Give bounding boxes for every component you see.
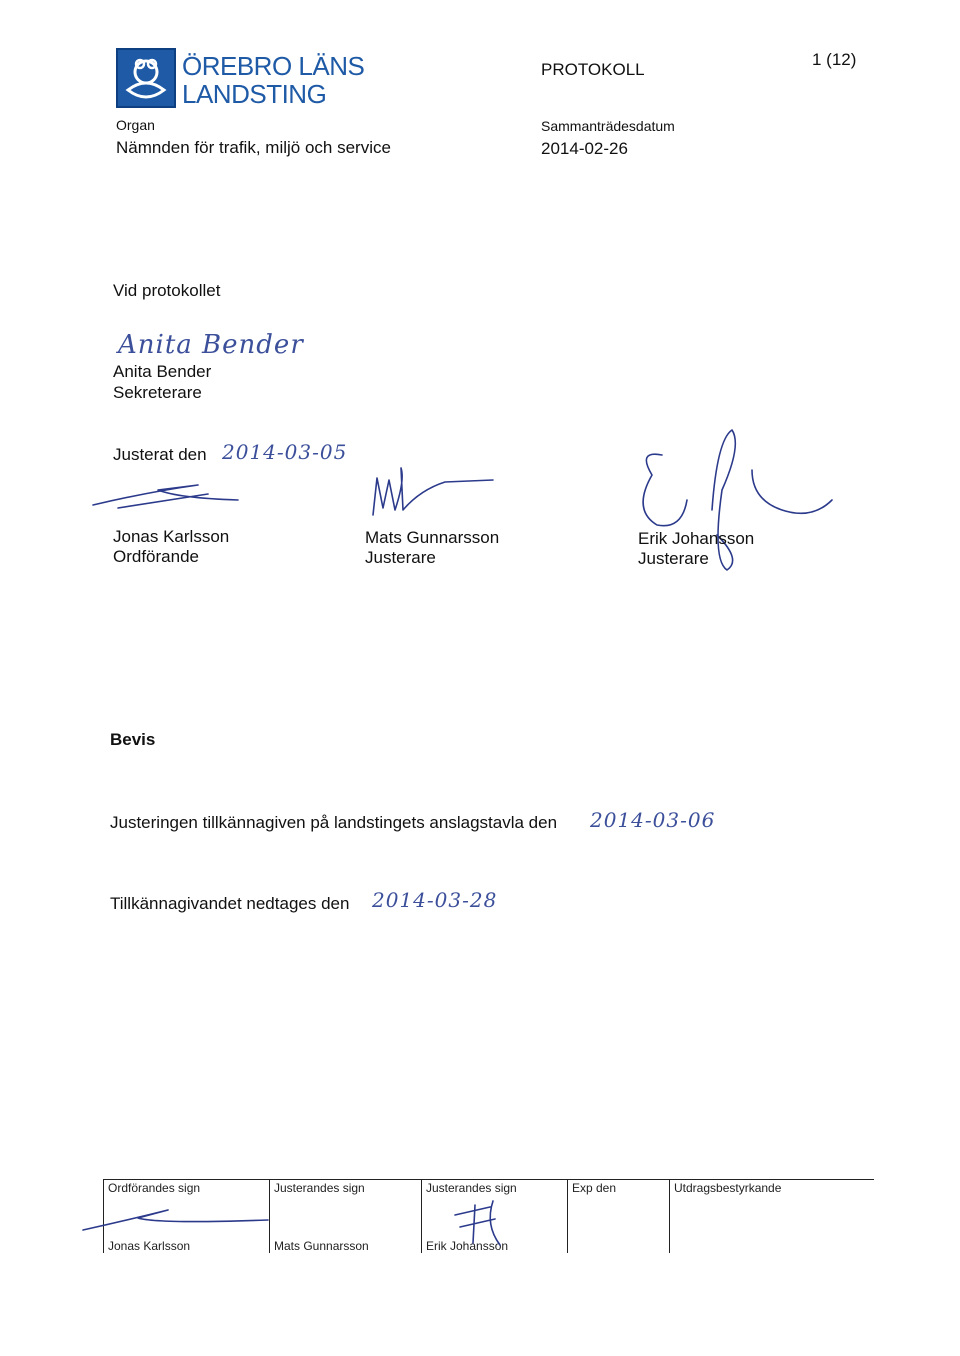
proof-heading: Bevis [110, 730, 156, 749]
announced-date: 2014-03-06 [590, 808, 716, 832]
document-type: PROTOKOLL [541, 60, 645, 79]
table-signature-jonas [78, 1200, 278, 1240]
organ-value: Nämnden för trafik, miljö och service [116, 138, 391, 157]
sign-cell-adjuster-1 [270, 1180, 422, 1254]
removed-text: Tillkännagivandet nedtages den [110, 894, 350, 913]
logo-emblem-icon [118, 50, 174, 106]
adjusted-date: 2014-03-05 [222, 440, 348, 464]
orebro-logo-icon [116, 48, 176, 108]
signature-mats-gunnarsson [365, 460, 505, 525]
table-signature-erik [445, 1195, 515, 1250]
sign-cell-extract-certification [670, 1180, 874, 1254]
org-name-line1: ÖREBRO LÄNS [182, 51, 365, 81]
org-name-line2: LANDSTING [182, 79, 327, 109]
organ-label: Organ [116, 117, 155, 133]
announced-text: Justeringen tillkännagiven på landstingets anslagstavla den [110, 813, 558, 832]
secretary-role: Sekreterare [113, 383, 202, 402]
signer-2-name: Mats Gunnarsson [365, 528, 500, 547]
signer-1-name: Jonas Karlsson [113, 527, 230, 546]
meeting-date-label: Sammanträdesdatum [541, 118, 675, 134]
sign-cell-header: Ordförandes sign [108, 1181, 201, 1195]
signer-1-role: Ordförande [113, 547, 199, 566]
sign-cell-header: Justerandes sign [426, 1181, 517, 1195]
secretary-name: Anita Bender [113, 362, 212, 381]
sign-cell-header: Exp den [572, 1181, 617, 1195]
signature-jonas-karlsson [88, 470, 268, 520]
meeting-date-value: 2014-02-26 [541, 139, 628, 158]
signer-3-role: Justerare [638, 549, 709, 568]
page-number: 1 (12) [812, 50, 857, 69]
sign-cell-header: Justerandes sign [274, 1181, 365, 1195]
sign-cell-name: Mats Gunnarsson [274, 1239, 369, 1253]
sign-cell-header: Utdragsbestyrkande [674, 1181, 782, 1195]
sign-cell-exp-date [568, 1180, 670, 1254]
removed-date: 2014-03-28 [372, 888, 498, 912]
sign-cell-name: Erik Johansson [426, 1239, 509, 1253]
adjusted-label: Justerat den [113, 445, 207, 464]
signer-3-name: Erik Johansson [638, 529, 755, 548]
sign-cell-name: Jonas Karlsson [108, 1239, 191, 1253]
minutes-intro: Vid protokollet [113, 281, 221, 300]
organization-name [182, 52, 364, 108]
signer-2-role: Justerare [365, 548, 436, 567]
secretary-signature: Anita Bender [118, 330, 304, 360]
